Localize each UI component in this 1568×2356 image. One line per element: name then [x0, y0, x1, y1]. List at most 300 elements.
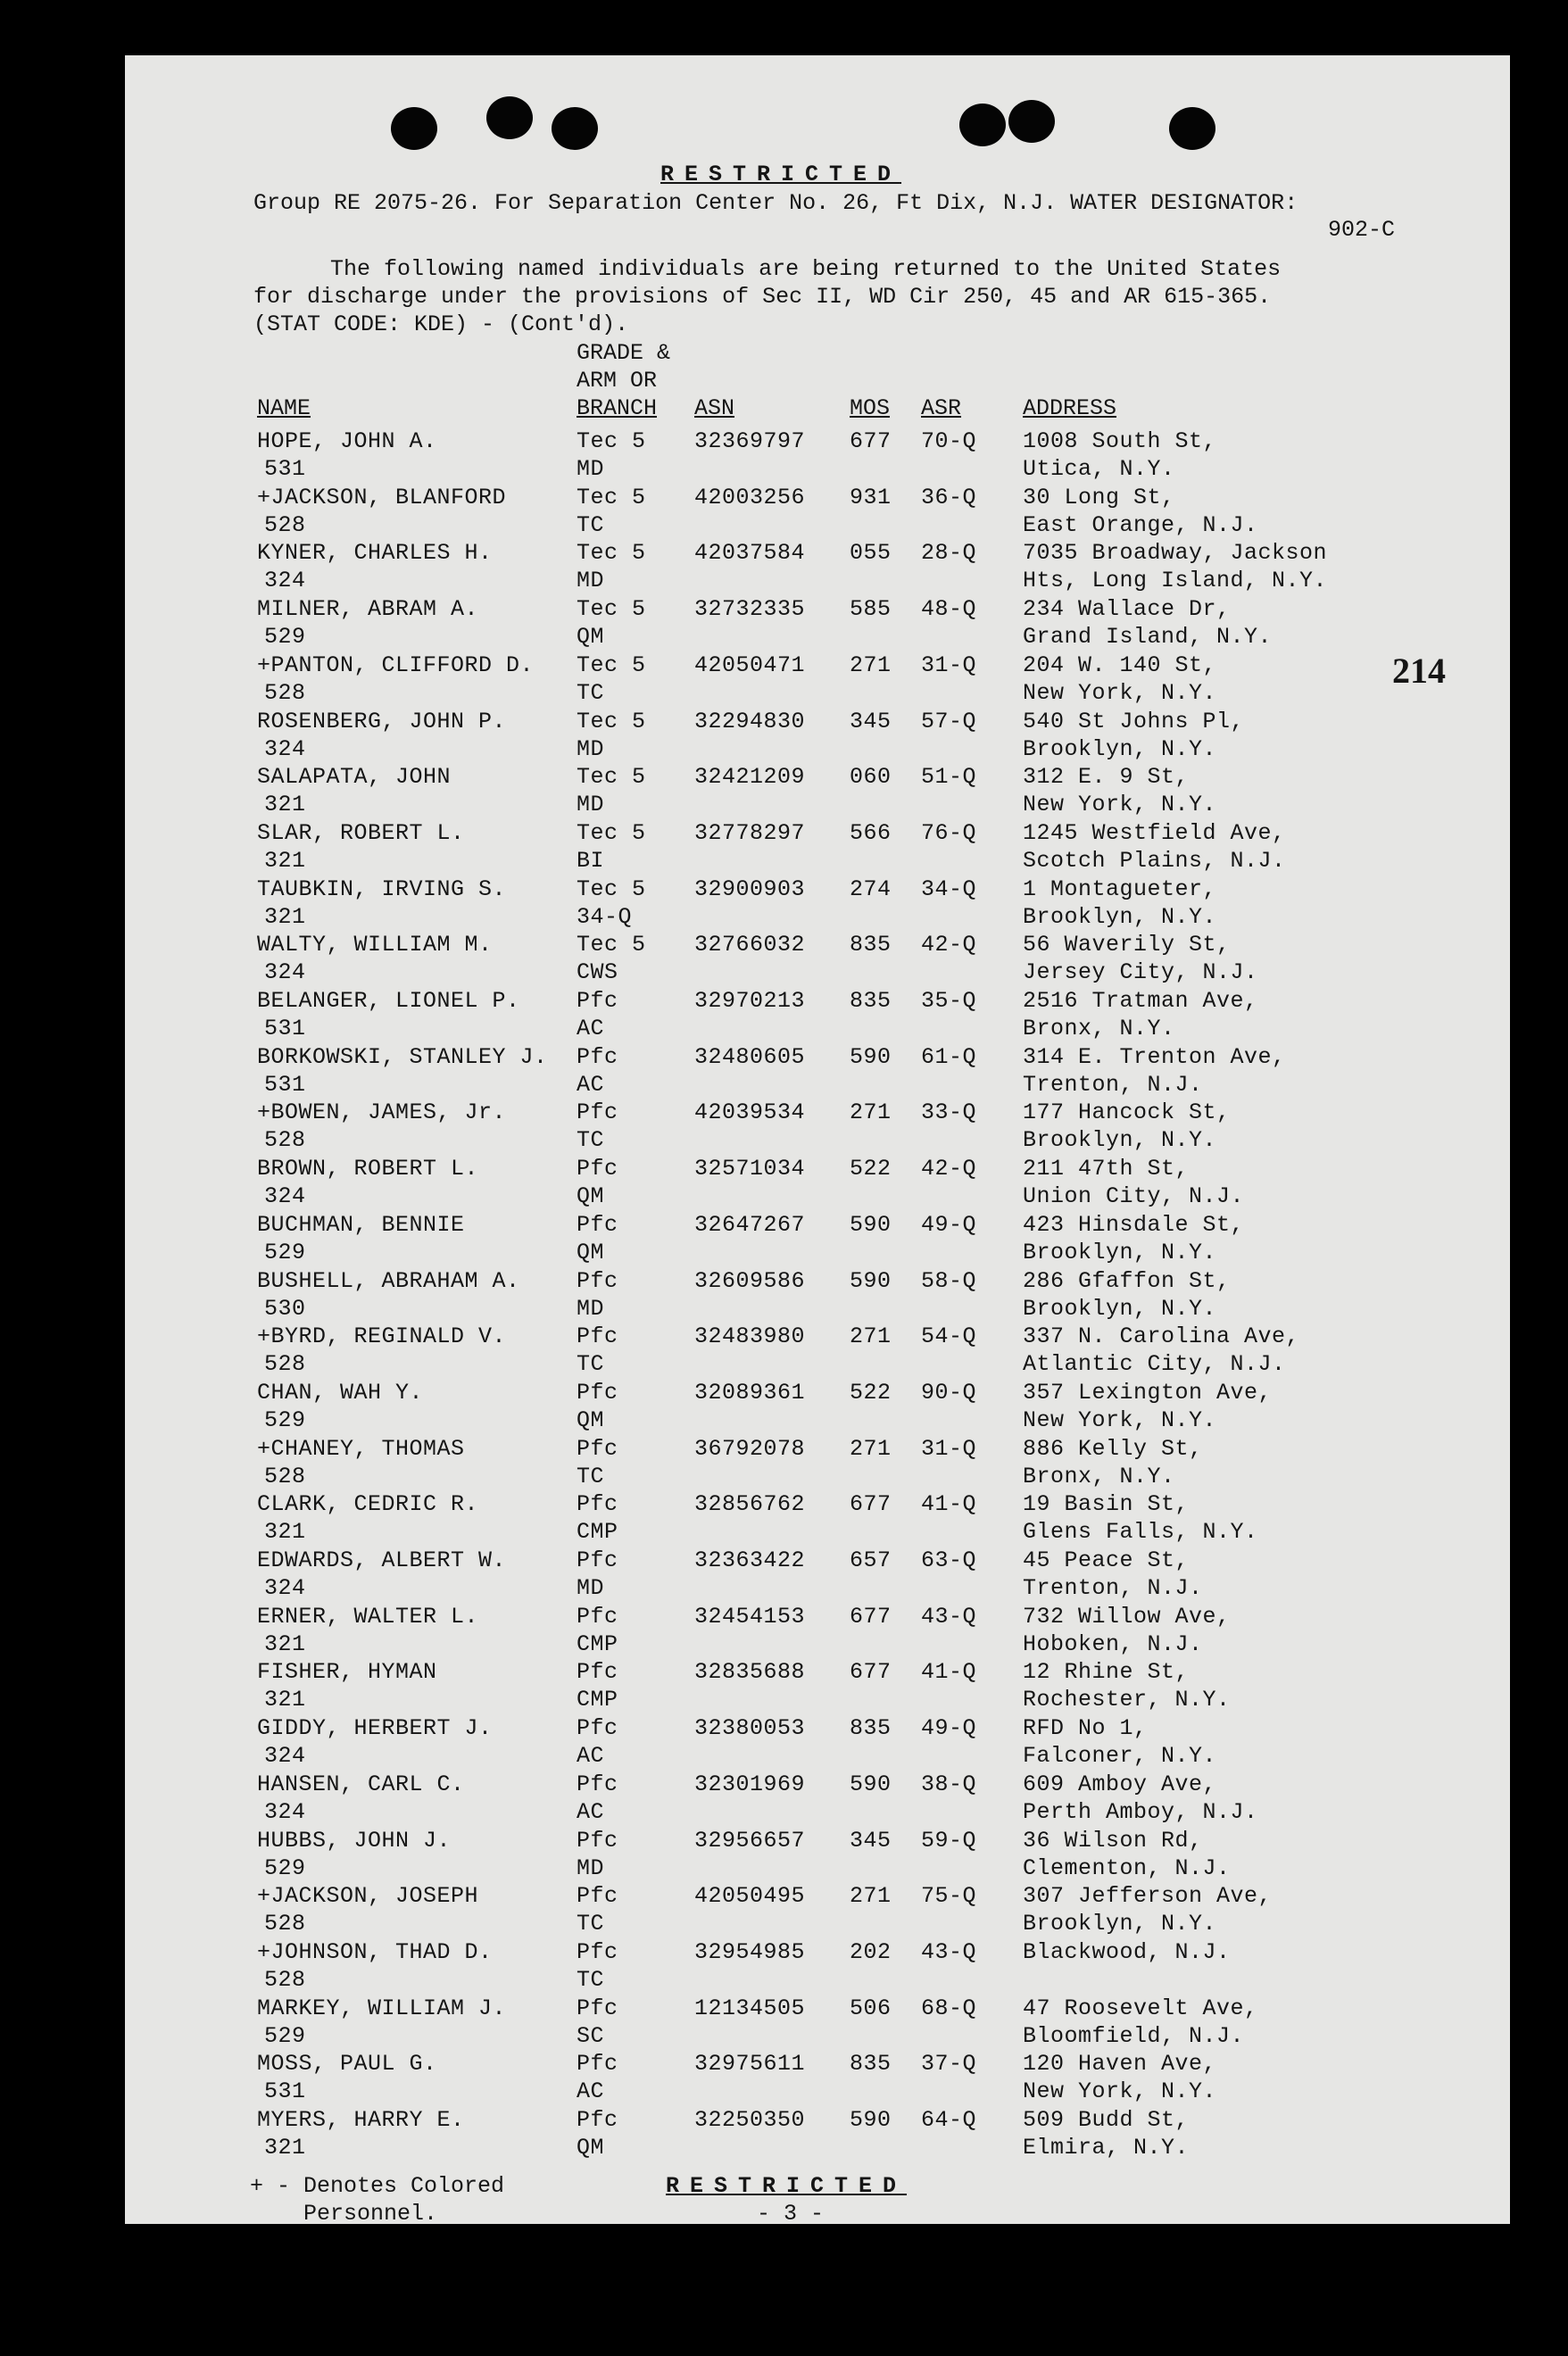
- mos: 522: [850, 1379, 892, 1406]
- branch: CMP: [577, 1687, 618, 1713]
- person-name: HANSEN, CARL C.: [257, 1771, 465, 1797]
- intro-line: (STAT CODE: KDE) - (Cont'd).: [253, 311, 629, 337]
- punch-hole: [1169, 107, 1215, 150]
- asr: 58-Q: [921, 1267, 977, 1294]
- intro-line: The following named individuals are being returned to the United States: [330, 256, 1282, 282]
- branch: TC: [577, 511, 605, 538]
- unit-code: 530: [264, 1295, 306, 1322]
- unit-code: 528: [264, 1351, 306, 1378]
- address-line: Bloomfield, N.J.: [1023, 2022, 1245, 2049]
- grade: Pfc: [577, 2107, 618, 2133]
- unit-code: 528: [264, 1463, 306, 1489]
- column-header-asn: ASN: [694, 395, 735, 421]
- address-line: Grand Island, N.Y.: [1023, 624, 1273, 651]
- mos: 585: [850, 596, 892, 623]
- grade: Pfc: [577, 1379, 618, 1406]
- mos: 835: [850, 2051, 892, 2078]
- asr: 61-Q: [921, 1043, 977, 1070]
- person-name: TAUBKIN, IRVING S.: [257, 875, 507, 902]
- unit-code: 321: [264, 2135, 306, 2161]
- asr: 42-Q: [921, 1156, 977, 1182]
- asn: 32835688: [694, 1659, 806, 1686]
- address-line: New York, N.Y.: [1023, 2078, 1217, 2105]
- mos: 590: [850, 1211, 892, 1238]
- unit-code: 528: [264, 1127, 306, 1154]
- address-line: 204 W. 140 St,: [1023, 651, 1217, 678]
- branch: QM: [577, 1406, 605, 1433]
- asr: 38-Q: [921, 1771, 977, 1797]
- grade: Pfc: [577, 1715, 618, 1742]
- address-line: Glens Falls, N.Y.: [1023, 1519, 1258, 1546]
- address-line: 732 Willow Ave,: [1023, 1603, 1231, 1630]
- mos: 202: [850, 1938, 892, 1965]
- asr: 41-Q: [921, 1659, 977, 1686]
- address-line: 56 Waverily St,: [1023, 932, 1231, 958]
- address-line: 286 Gfaffon St,: [1023, 1267, 1231, 1294]
- intro-line: for discharge under the provisions of Sec II, WD Cir 250, 45 and AR 615-365.: [253, 284, 1272, 310]
- person-name: KYNER, CHARLES H.: [257, 540, 493, 567]
- address-line: 12 Rhine St,: [1023, 1659, 1190, 1686]
- mos: 522: [850, 1156, 892, 1182]
- unit-code: 321: [264, 792, 306, 818]
- person-name: BUCHMAN, BENNIE: [257, 1211, 465, 1238]
- person-name: ERNER, WALTER L.: [257, 1603, 479, 1630]
- mos: 060: [850, 764, 892, 791]
- person-name: MARKEY, WILLIAM J.: [257, 1995, 507, 2021]
- address-line: 47 Roosevelt Ave,: [1023, 1995, 1258, 2021]
- unit-code: 321: [264, 847, 306, 874]
- asn: 32380053: [694, 1715, 806, 1742]
- grade: Pfc: [577, 1603, 618, 1630]
- asr: 75-Q: [921, 1883, 977, 1910]
- mos: 345: [850, 1827, 892, 1854]
- mos: 590: [850, 2107, 892, 2133]
- person-name: GIDDY, HERBERT J.: [257, 1715, 493, 1742]
- address-line: 1008 South St,: [1023, 428, 1217, 454]
- branch: MD: [577, 1295, 605, 1322]
- mos: 055: [850, 540, 892, 567]
- asr: 43-Q: [921, 1603, 977, 1630]
- person-name: BUSHELL, ABRAHAM A.: [257, 1267, 520, 1294]
- person-name: +CHANEY, THOMAS: [257, 1435, 465, 1462]
- asn: 32856762: [694, 1491, 806, 1518]
- branch: MD: [577, 792, 605, 818]
- address-line: Jersey City, N.J.: [1023, 959, 1258, 986]
- legend: + - Denotes Colored: [250, 2173, 505, 2199]
- unit-code: 321: [264, 1519, 306, 1546]
- branch: AC: [577, 1071, 605, 1098]
- grade: Tec 5: [577, 651, 646, 678]
- address-line: 19 Basin St,: [1023, 1491, 1190, 1518]
- asr: 36-Q: [921, 484, 977, 510]
- address-line: East Orange, N.J.: [1023, 511, 1258, 538]
- address-line: Blackwood, N.J.: [1023, 1938, 1231, 1965]
- asn: 32956657: [694, 1827, 806, 1854]
- person-name: +JACKSON, JOSEPH: [257, 1883, 479, 1910]
- person-name: BROWN, ROBERT L.: [257, 1156, 479, 1182]
- branch: TC: [577, 1966, 605, 1993]
- address-line: 423 Hinsdale St,: [1023, 1211, 1245, 1238]
- unit-code: 321: [264, 1687, 306, 1713]
- address-line: 36 Wilson Rd,: [1023, 1827, 1203, 1854]
- asn: 32732335: [694, 596, 806, 623]
- grade: Pfc: [577, 1323, 618, 1350]
- asr: 90-Q: [921, 1379, 977, 1406]
- asr: 70-Q: [921, 428, 977, 454]
- address-line: Utica, N.Y.: [1023, 456, 1175, 482]
- asn: 32954985: [694, 1938, 806, 1965]
- grade: Pfc: [577, 988, 618, 1014]
- mos: 835: [850, 988, 892, 1014]
- mos: 566: [850, 819, 892, 846]
- asn: 32609586: [694, 1267, 806, 1294]
- person-name: BORKOWSKI, STANLEY J.: [257, 1043, 548, 1070]
- grade: Pfc: [577, 1938, 618, 1965]
- person-name: HUBBS, JOHN J.: [257, 1827, 452, 1854]
- unit-code: 324: [264, 959, 306, 986]
- page-number: - 3 -: [757, 2201, 825, 2227]
- unit-code: 528: [264, 1966, 306, 1993]
- asr: 41-Q: [921, 1491, 977, 1518]
- mos: 271: [850, 1323, 892, 1350]
- address-line: Scotch Plains, N.J.: [1023, 847, 1286, 874]
- address-line: 120 Haven Ave,: [1023, 2051, 1217, 2078]
- address-line: RFD No 1,: [1023, 1715, 1148, 1742]
- unit-code: 531: [264, 1016, 306, 1041]
- asr: 33-Q: [921, 1099, 977, 1126]
- asr: 28-Q: [921, 540, 977, 567]
- branch: AC: [577, 1798, 605, 1825]
- asn: 32900903: [694, 875, 806, 902]
- mos: 931: [850, 484, 892, 510]
- branch: QM: [577, 2135, 605, 2161]
- mos: 271: [850, 651, 892, 678]
- water-designator: 902-C: [1328, 217, 1396, 243]
- asn: 32975611: [694, 2051, 806, 2078]
- unit-code: 324: [264, 568, 306, 594]
- mos: 271: [850, 1435, 892, 1462]
- person-name: EDWARDS, ALBERT W.: [257, 1547, 507, 1573]
- address-line: 30 Long St,: [1023, 484, 1175, 510]
- branch: TC: [577, 679, 605, 706]
- mos: 835: [850, 1715, 892, 1742]
- branch: QM: [577, 624, 605, 651]
- asn: 12134505: [694, 1995, 806, 2021]
- unit-code: 321: [264, 1630, 306, 1657]
- unit-code: 529: [264, 1239, 306, 1265]
- asn: 42003256: [694, 484, 806, 510]
- grade: Tec 5: [577, 596, 646, 623]
- unit-code: 531: [264, 2078, 306, 2105]
- unit-code: 324: [264, 1798, 306, 1825]
- branch: QM: [577, 1239, 605, 1265]
- punch-hole: [552, 107, 598, 150]
- mos: 271: [850, 1099, 892, 1126]
- grade: Pfc: [577, 1043, 618, 1070]
- address-line: Brooklyn, N.Y.: [1023, 1295, 1217, 1322]
- address-line: Brooklyn, N.Y.: [1023, 1239, 1217, 1265]
- address-line: 312 E. 9 St,: [1023, 764, 1190, 791]
- grade: Tec 5: [577, 708, 646, 734]
- address-line: 1 Montagueter,: [1023, 875, 1217, 902]
- branch: MD: [577, 735, 605, 762]
- mos: 590: [850, 1267, 892, 1294]
- asn: 32294830: [694, 708, 806, 734]
- address-line: 177 Hancock St,: [1023, 1099, 1231, 1126]
- page-stamp-number: 214: [1392, 651, 1446, 691]
- grade: Pfc: [577, 1995, 618, 2021]
- grade: Tec 5: [577, 764, 646, 791]
- person-name: WALTY, WILLIAM M.: [257, 932, 493, 958]
- person-name: SLAR, ROBERT L.: [257, 819, 465, 846]
- address-line: 509 Budd St,: [1023, 2107, 1190, 2133]
- person-name: SALAPATA, JOHN: [257, 764, 452, 791]
- asr: 48-Q: [921, 596, 977, 623]
- address-line: 2516 Tratman Ave,: [1023, 988, 1258, 1014]
- asr: 43-Q: [921, 1938, 977, 1965]
- mos: 677: [850, 428, 892, 454]
- mos: 271: [850, 1883, 892, 1910]
- asr: 51-Q: [921, 764, 977, 791]
- address-line: 886 Kelly St,: [1023, 1435, 1203, 1462]
- address-line: Union City, N.J.: [1023, 1183, 1245, 1210]
- asr: 59-Q: [921, 1827, 977, 1854]
- asn: 32369797: [694, 428, 806, 454]
- restricted-footer: RESTRICTED: [666, 2173, 908, 2199]
- asr: 31-Q: [921, 651, 977, 678]
- asr: 57-Q: [921, 708, 977, 734]
- branch: MD: [577, 1854, 605, 1881]
- grade: Tec 5: [577, 932, 646, 958]
- grade: Tec 5: [577, 819, 646, 846]
- branch: TC: [577, 1911, 605, 1937]
- address-line: New York, N.Y.: [1023, 679, 1217, 706]
- asr: 35-Q: [921, 988, 977, 1014]
- grade: Pfc: [577, 1267, 618, 1294]
- punch-hole: [486, 96, 533, 139]
- asn: 32454153: [694, 1603, 806, 1630]
- address-line: 45 Peace St,: [1023, 1547, 1190, 1573]
- branch: CWS: [577, 959, 618, 986]
- address-line: Rochester, N.Y.: [1023, 1687, 1231, 1713]
- column-header-branch: BRANCH: [577, 395, 658, 421]
- address-line: 314 E. Trenton Ave,: [1023, 1043, 1286, 1070]
- address-line: New York, N.Y.: [1023, 1406, 1217, 1433]
- asn: 32301969: [694, 1771, 806, 1797]
- person-name: FISHER, HYMAN: [257, 1659, 437, 1686]
- grade: Pfc: [577, 1883, 618, 1910]
- asn: 42037584: [694, 540, 806, 567]
- asr: 68-Q: [921, 1995, 977, 2021]
- asr: 64-Q: [921, 2107, 977, 2133]
- asn: 36792078: [694, 1435, 806, 1462]
- address-line: Trenton, N.J.: [1023, 1071, 1203, 1098]
- mos: 345: [850, 708, 892, 734]
- branch: MD: [577, 568, 605, 594]
- grade: Pfc: [577, 1211, 618, 1238]
- mos: 590: [850, 1043, 892, 1070]
- punch-hole: [391, 107, 437, 150]
- branch: TC: [577, 1127, 605, 1154]
- asr: 54-Q: [921, 1323, 977, 1350]
- person-name: +JACKSON, BLANFORD: [257, 484, 507, 510]
- address-line: Hts, Long Island, N.Y.: [1023, 568, 1328, 594]
- branch: CMP: [577, 1630, 618, 1657]
- unit-code: 529: [264, 1406, 306, 1433]
- asn: 32571034: [694, 1156, 806, 1182]
- address-line: Trenton, N.J.: [1023, 1575, 1203, 1601]
- grade: Tec 5: [577, 540, 646, 567]
- asr: 63-Q: [921, 1547, 977, 1573]
- asn: 32483980: [694, 1323, 806, 1350]
- person-name: MILNER, ABRAM A.: [257, 596, 479, 623]
- branch: QM: [577, 1183, 605, 1210]
- asn: 42050495: [694, 1883, 806, 1910]
- grade: Pfc: [577, 1659, 618, 1686]
- grade: Pfc: [577, 1099, 618, 1126]
- unit-code: 324: [264, 1743, 306, 1770]
- mos: 590: [850, 1771, 892, 1797]
- asn: 32647267: [694, 1211, 806, 1238]
- address-line: Elmira, N.Y.: [1023, 2135, 1190, 2161]
- asr: 37-Q: [921, 2051, 977, 2078]
- person-name: MYERS, HARRY E.: [257, 2107, 465, 2133]
- restricted-heading: RESTRICTED: [660, 162, 902, 187]
- address-line: 337 N. Carolina Ave,: [1023, 1323, 1300, 1350]
- address-line: 609 Amboy Ave,: [1023, 1771, 1217, 1797]
- column-header-mos: MOS: [850, 395, 891, 421]
- address-line: 357 Lexington Ave,: [1023, 1379, 1273, 1406]
- unit-code: 528: [264, 1911, 306, 1937]
- address-line: Hoboken, N.J.: [1023, 1630, 1203, 1657]
- asr: 49-Q: [921, 1715, 977, 1742]
- grade: Tec 5: [577, 875, 646, 902]
- unit-code: 528: [264, 511, 306, 538]
- grade: Pfc: [577, 1771, 618, 1797]
- mos: 677: [850, 1659, 892, 1686]
- grade: Pfc: [577, 1491, 618, 1518]
- address-line: 211 47th St,: [1023, 1156, 1190, 1182]
- mos: 677: [850, 1491, 892, 1518]
- grade: Pfc: [577, 1547, 618, 1573]
- address-line: Brooklyn, N.Y.: [1023, 1127, 1217, 1154]
- address-line: Brooklyn, N.Y.: [1023, 903, 1217, 930]
- person-name: +JOHNSON, THAD D.: [257, 1938, 493, 1965]
- branch: BI: [577, 847, 605, 874]
- legend: Personnel.: [303, 2201, 438, 2227]
- branch: MD: [577, 456, 605, 482]
- column-header-address: ADDRESS: [1023, 395, 1117, 421]
- asn: 32363422: [694, 1547, 806, 1573]
- branch: CMP: [577, 1519, 618, 1546]
- column-header-grade: ARM OR: [577, 368, 658, 394]
- address-line: Brooklyn, N.Y.: [1023, 735, 1217, 762]
- person-name: +BOWEN, JAMES, Jr.: [257, 1099, 507, 1126]
- branch: 34-Q: [577, 903, 633, 930]
- unit-code: 529: [264, 2022, 306, 2049]
- branch: TC: [577, 1351, 605, 1378]
- asn: 32778297: [694, 819, 806, 846]
- mos: 657: [850, 1547, 892, 1573]
- column-header-name: NAME: [257, 395, 311, 421]
- address-line: 307 Jefferson Ave,: [1023, 1883, 1273, 1910]
- grade: Pfc: [577, 1156, 618, 1182]
- asr: 34-Q: [921, 875, 977, 902]
- person-name: BELANGER, LIONEL P.: [257, 988, 520, 1014]
- grade: Pfc: [577, 1827, 618, 1854]
- person-name: MOSS, PAUL G.: [257, 2051, 437, 2078]
- grade: Tec 5: [577, 484, 646, 510]
- address-line: 540 St Johns Pl,: [1023, 708, 1245, 734]
- asn: 32089361: [694, 1379, 806, 1406]
- branch: AC: [577, 1743, 605, 1770]
- asr: 49-Q: [921, 1211, 977, 1238]
- mos: 835: [850, 932, 892, 958]
- unit-code: 531: [264, 456, 306, 482]
- address-line: Bronx, N.Y.: [1023, 1016, 1175, 1041]
- unit-code: 528: [264, 679, 306, 706]
- address-line: Bronx, N.Y.: [1023, 1463, 1175, 1489]
- grade: Pfc: [577, 1435, 618, 1462]
- address-line: Clementon, N.J.: [1023, 1854, 1231, 1881]
- unit-code: 529: [264, 1854, 306, 1881]
- column-header-grade: GRADE &: [577, 340, 671, 366]
- person-name: CHAN, WAH Y.: [257, 1379, 424, 1406]
- unit-code: 321: [264, 903, 306, 930]
- column-header-asr: ASR: [921, 395, 962, 421]
- asn: 32766032: [694, 932, 806, 958]
- unit-code: 324: [264, 1575, 306, 1601]
- asn: 42050471: [694, 651, 806, 678]
- mos: 677: [850, 1603, 892, 1630]
- unit-code: 531: [264, 1071, 306, 1098]
- asn: 32970213: [694, 988, 806, 1014]
- address-line: 7035 Broadway, Jackson: [1023, 540, 1328, 567]
- address-line: Perth Amboy, N.J.: [1023, 1798, 1258, 1825]
- punch-hole: [1008, 100, 1055, 143]
- asr: 76-Q: [921, 819, 977, 846]
- person-name: +BYRD, REGINALD V.: [257, 1323, 507, 1350]
- punch-hole: [959, 104, 1006, 146]
- document-page: [125, 55, 1510, 2227]
- address-line: Brooklyn, N.Y.: [1023, 1911, 1217, 1937]
- mos: 274: [850, 875, 892, 902]
- address-line: New York, N.Y.: [1023, 792, 1217, 818]
- branch: AC: [577, 1016, 605, 1041]
- asn: 32250350: [694, 2107, 806, 2133]
- mos: 506: [850, 1995, 892, 2021]
- asn: 32421209: [694, 764, 806, 791]
- asr: 31-Q: [921, 1435, 977, 1462]
- address-line: 1245 Westfield Ave,: [1023, 819, 1286, 846]
- unit-code: 324: [264, 735, 306, 762]
- unit-code: 529: [264, 624, 306, 651]
- person-name: CLARK, CEDRIC R.: [257, 1491, 479, 1518]
- branch: MD: [577, 1575, 605, 1601]
- grade: Pfc: [577, 2051, 618, 2078]
- asn: 42039534: [694, 1099, 806, 1126]
- branch: SC: [577, 2022, 605, 2049]
- address-line: Atlantic City, N.J.: [1023, 1351, 1286, 1378]
- unit-code: 324: [264, 1183, 306, 1210]
- address-line: Falconer, N.Y.: [1023, 1743, 1217, 1770]
- person-name: HOPE, JOHN A.: [257, 428, 437, 454]
- person-name: ROSENBERG, JOHN P.: [257, 708, 507, 734]
- person-name: +PANTON, CLIFFORD D.: [257, 651, 535, 678]
- address-line: 234 Wallace Dr,: [1023, 596, 1231, 623]
- group-line: Group RE 2075-26. For Separation Center No. 26, Ft Dix, N.J. WATER DESIGNATOR:: [253, 190, 1298, 216]
- grade: Tec 5: [577, 428, 646, 454]
